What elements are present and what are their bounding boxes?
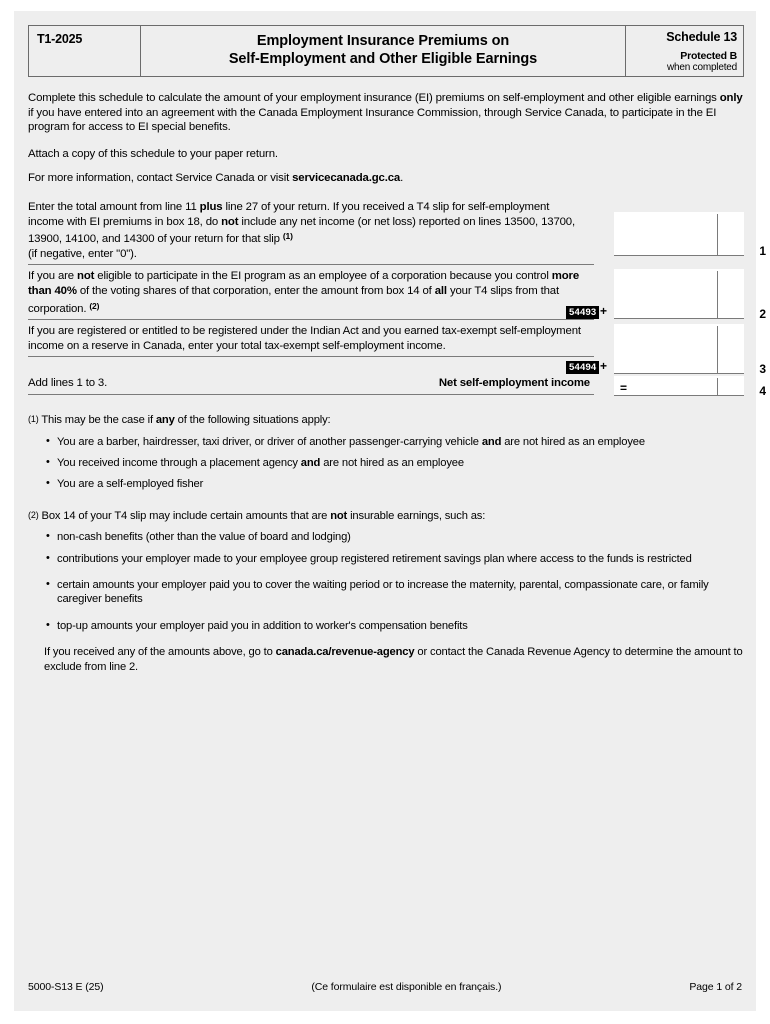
line1-footnote-ref: (1) bbox=[282, 231, 293, 242]
footnote-2-closing bbox=[44, 645, 744, 674]
intro-p1-only: only bbox=[719, 92, 743, 104]
intro-paragraph-2 bbox=[28, 147, 744, 162]
footnote-2 bbox=[28, 508, 744, 674]
protected-b-label: Protected B bbox=[680, 50, 737, 62]
line3-amount-wrap bbox=[569, 324, 766, 377]
line2-text-a: If you are bbox=[28, 270, 78, 283]
line4-operator: = bbox=[620, 381, 628, 396]
line4-cents-divider bbox=[717, 378, 718, 395]
form-title-line2: Self-Employment and Other Eligible Earnings bbox=[228, 51, 538, 67]
intro-p3-a: For more information, contact Service Canada or visit bbox=[28, 172, 293, 185]
form-code: 5000-S13 E (25) bbox=[28, 981, 104, 993]
line2-not-emph: not bbox=[77, 270, 95, 283]
footnote-1-lead-a: This may be the case if bbox=[38, 414, 156, 427]
page-number: Page 1 of 2 bbox=[689, 981, 742, 993]
line2-percent-emph: more than 40% bbox=[28, 270, 580, 297]
line1-amount-wrap bbox=[614, 212, 766, 258]
list-item bbox=[44, 552, 744, 566]
calc-row-1-text bbox=[28, 200, 594, 265]
fn1-b0-c: are not hired as an employee bbox=[501, 435, 645, 448]
footnote-1-lead-c: of the following situations apply: bbox=[174, 414, 331, 427]
fn2-b1-a: contributions your employer made to your employee group registered retirement savings plan where access to the funds is restricted bbox=[57, 552, 692, 565]
line1-number: 1 bbox=[759, 243, 766, 258]
footnote-1-any-emph: any bbox=[155, 414, 175, 427]
line2-amount-wrap bbox=[569, 269, 766, 322]
form-page bbox=[14, 11, 766, 1011]
intro-p1-c: if you have entered into an agreement with the Canada Employment Insurance Commission, through Service Canada, to participate in the EI program for access to EI special benefits. bbox=[28, 106, 717, 134]
line4-number: 4 bbox=[759, 384, 766, 399]
fn1-b0-b: and bbox=[481, 435, 502, 448]
fn2-b3-a: top-up amounts your employer paid you in addition to worker's compensation benefits bbox=[57, 619, 468, 632]
line1-text-a: Enter the total amount from line 11 bbox=[28, 200, 200, 213]
fn2-closing-a: If you received any of the amounts above, go to bbox=[44, 646, 276, 659]
fn1-b0-a: You are a barber, hairdresser, taxi driver, or driver of another passenger-carrying vehicle bbox=[57, 435, 482, 448]
net-self-employment-income-label: Net self-employment income bbox=[438, 377, 590, 390]
footnote-2-lead-a: Box 14 of your T4 slip may include certain amounts that are bbox=[38, 509, 331, 522]
line2-footnote-ref: (2) bbox=[89, 300, 100, 311]
fn2-b0-a: non-cash benefits (other than the value of board and lodging) bbox=[57, 531, 351, 544]
footnote-2-marker: (2) bbox=[28, 509, 39, 520]
intro-paragraph-3 bbox=[28, 171, 744, 186]
list-item bbox=[44, 619, 744, 633]
fn1-b1-a: You received income through a placement agency bbox=[57, 456, 301, 469]
fn2-closing-c: or contact the Canada Revenue Agency to determine the amount to exclude from line 2. bbox=[44, 646, 743, 673]
page-footer bbox=[28, 981, 742, 993]
list-item bbox=[44, 435, 744, 449]
cra-link[interactable]: canada.ca/revenue-agency bbox=[275, 646, 415, 659]
schedule-number: Schedule 13 bbox=[666, 30, 737, 44]
intro-p2-text: Attach a copy of this schedule to your paper return. bbox=[28, 147, 278, 160]
line1-text-f: (if negative, enter "0"). bbox=[28, 247, 137, 260]
line3-text: If you are registered or entitled to be registered under the Indian Act and you earned tax-exempt self-employment income on a reserve in Canada, enter your total tax-exempt self-employment income. bbox=[28, 325, 581, 352]
footnote-2-bullets bbox=[44, 530, 744, 633]
form-content bbox=[28, 25, 766, 674]
line2-all-emph: all bbox=[434, 284, 447, 297]
fn1-b1-b: and bbox=[300, 456, 321, 469]
calc-row-4 bbox=[28, 376, 766, 399]
form-year-box bbox=[29, 26, 141, 76]
line3-amount-field[interactable] bbox=[614, 324, 744, 374]
footnote-1-lead bbox=[28, 412, 744, 427]
when-completed-label: when completed bbox=[666, 62, 737, 73]
list-item bbox=[44, 477, 744, 491]
line2-field-code: 54493 bbox=[566, 306, 599, 319]
line4-text: Add lines 1 to 3. bbox=[28, 377, 108, 390]
line2-text-g: your T4 slips from that corporation. bbox=[28, 284, 559, 315]
fn1-b1-c: are not hired as an employee bbox=[320, 456, 464, 469]
calc-row-3 bbox=[28, 324, 766, 377]
list-item bbox=[44, 530, 744, 544]
fn1-b2-a: You are a self-employed fisher bbox=[57, 478, 204, 491]
line1-text-c: line 27 of your return. If you received a T4 slip for self-employment income with EI premiums in box 18, do bbox=[28, 200, 550, 228]
footnote-2-lead bbox=[28, 508, 744, 523]
form-header bbox=[28, 25, 744, 77]
footnote-1-marker: (1) bbox=[28, 414, 39, 425]
schedule-box bbox=[625, 26, 743, 76]
line4-amount-field[interactable] bbox=[614, 376, 744, 396]
footnote-2-lead-c: insurable earnings, such as: bbox=[347, 509, 486, 522]
line1-not-emph: not bbox=[221, 215, 239, 228]
line1-cents-divider bbox=[717, 214, 718, 255]
calc-row-2-text bbox=[28, 269, 594, 320]
list-item bbox=[44, 456, 744, 470]
footnote-2-not-emph: not bbox=[330, 509, 348, 522]
line3-cents-divider bbox=[717, 326, 718, 373]
line1-plus-emph: plus bbox=[199, 200, 223, 213]
intro-p3-c: . bbox=[400, 172, 404, 185]
line1-amount-field[interactable] bbox=[614, 212, 744, 256]
footnote-1-bullets bbox=[44, 435, 744, 492]
calculation-block bbox=[28, 200, 766, 399]
line3-field-code: 54494 bbox=[566, 361, 599, 374]
line2-operator: + bbox=[600, 304, 608, 319]
line2-cents-divider bbox=[717, 271, 718, 318]
line3-number: 3 bbox=[759, 362, 766, 377]
fn2-b2-a: certain amounts your employer paid you to cover the waiting period or to increase the maternity, parental, compassionate care, or family caregiver benefits bbox=[57, 578, 709, 606]
calc-row-1 bbox=[28, 200, 766, 265]
line3-operator: + bbox=[600, 359, 608, 374]
form-title-line1: Employment Insurance Premiums on bbox=[256, 33, 510, 49]
intro-paragraph-1 bbox=[28, 91, 744, 135]
footnote-1 bbox=[28, 412, 744, 492]
calc-row-3-text bbox=[28, 324, 594, 357]
line2-amount-field[interactable] bbox=[614, 269, 744, 319]
line2-number: 2 bbox=[759, 307, 766, 322]
calc-row-4-text bbox=[28, 376, 594, 395]
calc-row-2 bbox=[28, 269, 766, 322]
list-item bbox=[44, 578, 744, 607]
line1-text-e: include any net income (or net loss) reported on lines 13500, 13700, 13900, 14100, and 14300 of your return for that slip bbox=[28, 215, 576, 246]
line4-amount-wrap bbox=[614, 376, 766, 399]
intro-p1-a: Complete this schedule to calculate the amount of your employment insurance (EI) premiums on self-employment and other eligible earnings bbox=[28, 92, 720, 104]
french-availability-note: (Ce formulaire est disponible en français.) bbox=[311, 981, 502, 993]
form-title-box bbox=[141, 26, 625, 76]
line2-text-c: eligible to participate in the EI program as an employee of a corporation because you control bbox=[94, 270, 552, 283]
form-year-label: T1-2025 bbox=[37, 32, 83, 46]
service-canada-link[interactable]: servicecanada.gc.ca bbox=[292, 172, 401, 185]
line2-text-e: of the voting shares of that corporation, enter the amount from box 14 of bbox=[76, 284, 435, 297]
